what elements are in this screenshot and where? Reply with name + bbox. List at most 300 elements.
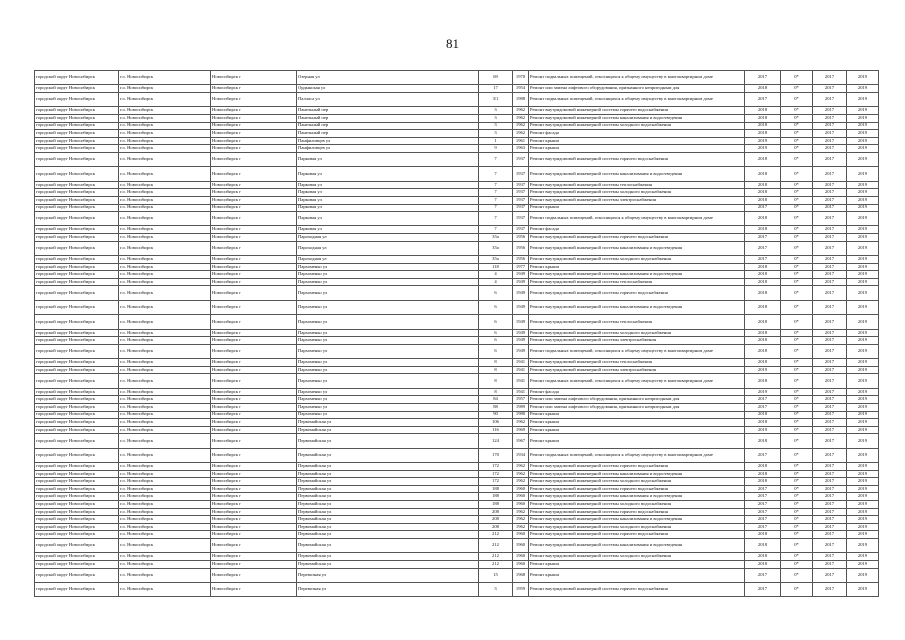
- work-type-cell: Ремонт внутридомовой инженерной системы холодного водоснабжения: [529, 189, 745, 197]
- work-type-cell: Ремонт внутридомовой инженерной системы горячего водоснабжения: [529, 286, 745, 300]
- settlement-cell: г.о. Новосибирск: [119, 583, 211, 597]
- start-year-cell: 2017: [813, 359, 847, 367]
- end-year-cell: 2019: [847, 329, 879, 337]
- street-cell: Пархоменко ул: [297, 329, 479, 337]
- table-row: [35, 107, 879, 115]
- street-cell: Пархоменко ул: [297, 374, 479, 388]
- end-year-cell: 2019: [847, 71, 879, 85]
- start-year-cell: 2017: [813, 181, 847, 189]
- settlement-cell: г.о. Новосибирск: [119, 204, 211, 212]
- district-cell: городской округ Новосибирск: [35, 359, 119, 367]
- work-type-cell: Ремонт внутридомовой инженерной системы горячего водоснабжения: [529, 463, 745, 471]
- table-row: [35, 396, 879, 404]
- street-cell: Пархоменко ул: [297, 359, 479, 367]
- cost-cell: 0*: [781, 256, 813, 264]
- settlement-cell: г.о. Новосибирск: [119, 374, 211, 388]
- cost-cell: 0*: [781, 463, 813, 471]
- house-number-cell: 90: [479, 411, 513, 419]
- planned-year-cell: 2017: [745, 523, 781, 531]
- end-year-cell: 2019: [847, 478, 879, 486]
- city-cell: Новосибирск г: [211, 85, 297, 93]
- build-year-cell: 1960: [513, 501, 529, 509]
- start-year-cell: 2017: [813, 85, 847, 93]
- settlement-cell: г.о. Новосибирск: [119, 329, 211, 337]
- settlement-cell: г.о. Новосибирск: [119, 107, 211, 115]
- street-cell: Пархоменко ул: [297, 263, 479, 271]
- end-year-cell: 2019: [847, 226, 879, 234]
- build-year-cell: 1937: [513, 226, 529, 234]
- start-year-cell: 2017: [813, 478, 847, 486]
- cost-cell: 0*: [781, 85, 813, 93]
- start-year-cell: 2017: [813, 523, 847, 531]
- house-number-cell: 212: [479, 531, 513, 539]
- start-year-cell: 2017: [813, 501, 847, 509]
- cost-cell: 0*: [781, 516, 813, 524]
- end-year-cell: 2019: [847, 374, 879, 388]
- table-row: [35, 344, 879, 358]
- end-year-cell: 2019: [847, 256, 879, 264]
- end-year-cell: 2019: [847, 107, 879, 115]
- district-cell: городской округ Новосибирск: [35, 286, 119, 300]
- street-cell: Первомайская ул: [297, 539, 479, 553]
- settlement-cell: г.о. Новосибирск: [119, 516, 211, 524]
- settlement-cell: г.о. Новосибирск: [119, 403, 211, 411]
- cost-cell: 0*: [781, 434, 813, 448]
- cost-cell: 0*: [781, 315, 813, 329]
- work-type-cell: Ремонт фасада: [529, 130, 745, 138]
- house-number-cell: 35а: [479, 256, 513, 264]
- cost-cell: 0*: [781, 485, 813, 493]
- street-cell: Первомайская ул: [297, 448, 479, 462]
- house-number-cell: 7: [479, 226, 513, 234]
- house-number-cell: 188: [479, 493, 513, 501]
- table-row: [35, 516, 879, 524]
- start-year-cell: 2017: [813, 315, 847, 329]
- cost-cell: 0*: [781, 181, 813, 189]
- build-year-cell: 1949: [513, 286, 529, 300]
- cost-cell: 0*: [781, 583, 813, 597]
- settlement-cell: г.о. Новосибирск: [119, 130, 211, 138]
- settlement-cell: г.о. Новосибирск: [119, 539, 211, 553]
- house-number-cell: 172: [479, 463, 513, 471]
- city-cell: Новосибирск г: [211, 130, 297, 138]
- table-row: [35, 256, 879, 264]
- start-year-cell: 2017: [813, 516, 847, 524]
- house-number-cell: 3: [479, 583, 513, 597]
- start-year-cell: 2017: [813, 411, 847, 419]
- city-cell: Новосибирск г: [211, 463, 297, 471]
- planned-year-cell: 2017: [745, 71, 781, 85]
- end-year-cell: 2019: [847, 568, 879, 582]
- cost-cell: 0*: [781, 553, 813, 561]
- work-type-cell: Ремонт крыши: [529, 137, 745, 145]
- start-year-cell: 2017: [813, 337, 847, 345]
- cost-cell: 0*: [781, 411, 813, 419]
- work-type-cell: Ремонт внутридомовой инженерной системы электроснабжения: [529, 366, 745, 374]
- street-cell: Ордынская ул: [297, 85, 479, 93]
- street-cell: Панфиловцев ул: [297, 145, 479, 153]
- settlement-cell: г.о. Новосибирск: [119, 114, 211, 122]
- build-year-cell: 1949: [513, 344, 529, 358]
- planned-year-cell: 2018: [745, 561, 781, 569]
- planned-year-cell: 2018: [745, 344, 781, 358]
- house-number-cell: 8: [479, 388, 513, 396]
- end-year-cell: 2019: [847, 553, 879, 561]
- work-type-cell: Ремонт внутридомовой инженерной системы горячего водоснабжения: [529, 152, 745, 166]
- cost-cell: 0*: [781, 114, 813, 122]
- work-type-cell: Ремонт подвальных помещений, относящихся к общему имуществу в многоквартирном доме: [529, 448, 745, 462]
- street-cell: Первомайская ул: [297, 419, 479, 427]
- house-number-cell: 6: [479, 286, 513, 300]
- district-cell: городской округ Новосибирск: [35, 196, 119, 204]
- table-row: [35, 234, 879, 242]
- build-year-cell: 1963: [513, 145, 529, 153]
- work-type-cell: Ремонт внутридомовой инженерной системы горячего водоснабжения: [529, 107, 745, 115]
- table-row: [35, 122, 879, 130]
- work-type-cell: Ремонт крыши: [529, 204, 745, 212]
- work-type-cell: Ремонт подвальных помещений, относящихся к общему имуществу в многоквартирном доме: [529, 344, 745, 358]
- cost-cell: 0*: [781, 122, 813, 130]
- city-cell: Новосибирск г: [211, 403, 297, 411]
- district-cell: городской округ Новосибирск: [35, 137, 119, 145]
- city-cell: Новосибирск г: [211, 234, 297, 242]
- planned-year-cell: 2018: [745, 315, 781, 329]
- settlement-cell: г.о. Новосибирск: [119, 256, 211, 264]
- city-cell: Новосибирск г: [211, 241, 297, 255]
- district-cell: городской округ Новосибирск: [35, 344, 119, 358]
- city-cell: Новосибирск г: [211, 263, 297, 271]
- start-year-cell: 2017: [813, 256, 847, 264]
- house-number-cell: 208: [479, 516, 513, 524]
- work-type-cell: Ремонт подвальных помещений, относящихся к общему имуществу в многоквартирном доме: [529, 212, 745, 226]
- cost-cell: 0*: [781, 337, 813, 345]
- house-number-cell: 6: [479, 329, 513, 337]
- work-type-cell: Ремонт внутридомовой инженерной системы холодного водоснабжения: [529, 256, 745, 264]
- planned-year-cell: 2018: [745, 152, 781, 166]
- district-cell: городской округ Новосибирск: [35, 396, 119, 404]
- planned-year-cell: 2018: [745, 337, 781, 345]
- settlement-cell: г.о. Новосибирск: [119, 234, 211, 242]
- work-type-cell: Ремонт или замена лифтового оборудования, признанного непригодным для: [529, 403, 745, 411]
- district-cell: городской округ Новосибирск: [35, 114, 119, 122]
- end-year-cell: 2019: [847, 241, 879, 255]
- build-year-cell: 1934: [513, 448, 529, 462]
- planned-year-cell: 2018: [745, 478, 781, 486]
- settlement-cell: г.о. Новосибирск: [119, 241, 211, 255]
- build-year-cell: 1962: [513, 419, 529, 427]
- street-cell: Пароходная ул: [297, 241, 479, 255]
- table-row: [35, 426, 879, 434]
- work-type-cell: Ремонт внутридомовой инженерной системы электроснабжения: [529, 196, 745, 204]
- planned-year-cell: 2017: [745, 403, 781, 411]
- planned-year-cell: 2017: [745, 508, 781, 516]
- street-cell: Парковая ул: [297, 196, 479, 204]
- cost-cell: 0*: [781, 359, 813, 367]
- planned-year-cell: 2018: [745, 85, 781, 93]
- work-type-cell: Ремонт или замена лифтового оборудования, признанного непригодным для: [529, 85, 745, 93]
- house-number-cell: 9: [479, 145, 513, 153]
- table-row: [35, 568, 879, 582]
- cost-cell: 0*: [781, 539, 813, 553]
- city-cell: Новосибирск г: [211, 286, 297, 300]
- street-cell: Первомайская ул: [297, 485, 479, 493]
- city-cell: Новосибирск г: [211, 212, 297, 226]
- end-year-cell: 2019: [847, 167, 879, 181]
- house-number-cell: 106: [479, 419, 513, 427]
- end-year-cell: 2019: [847, 359, 879, 367]
- work-type-cell: Ремонт крыши: [529, 419, 745, 427]
- build-year-cell: 1962: [513, 130, 529, 138]
- end-year-cell: 2019: [847, 396, 879, 404]
- planned-year-cell: 2017: [745, 493, 781, 501]
- street-cell: Пархоменко ул: [297, 396, 479, 404]
- district-cell: городской округ Новосибирск: [35, 315, 119, 329]
- end-year-cell: 2019: [847, 337, 879, 345]
- end-year-cell: 2019: [847, 137, 879, 145]
- cost-cell: 0*: [781, 241, 813, 255]
- build-year-cell: 1949: [513, 329, 529, 337]
- end-year-cell: 2019: [847, 204, 879, 212]
- build-year-cell: 1937: [513, 212, 529, 226]
- planned-year-cell: 2018: [745, 531, 781, 539]
- street-cell: Пархоменко ул: [297, 300, 479, 314]
- street-cell: Парковая ул: [297, 204, 479, 212]
- house-number-cell: 8: [479, 359, 513, 367]
- settlement-cell: г.о. Новосибирск: [119, 263, 211, 271]
- settlement-cell: г.о. Новосибирск: [119, 152, 211, 166]
- end-year-cell: 2019: [847, 152, 879, 166]
- build-year-cell: 1949: [513, 278, 529, 286]
- street-cell: Первомайская ул: [297, 508, 479, 516]
- work-type-cell: Ремонт крыши: [529, 434, 745, 448]
- table-row: [35, 114, 879, 122]
- settlement-cell: г.о. Новосибирск: [119, 196, 211, 204]
- work-type-cell: Ремонт крыши: [529, 145, 745, 153]
- planned-year-cell: 2018: [745, 278, 781, 286]
- work-type-cell: Ремонт крыши: [529, 411, 745, 419]
- build-year-cell: 1962: [513, 516, 529, 524]
- cost-cell: 0*: [781, 448, 813, 462]
- build-year-cell: 1962: [513, 470, 529, 478]
- build-year-cell: 1941: [513, 388, 529, 396]
- city-cell: Новосибирск г: [211, 553, 297, 561]
- start-year-cell: 2017: [813, 485, 847, 493]
- house-number-cell: 8: [479, 374, 513, 388]
- street-cell: Первомайская ул: [297, 493, 479, 501]
- start-year-cell: 2017: [813, 271, 847, 279]
- start-year-cell: 2017: [813, 300, 847, 314]
- cost-cell: 0*: [781, 426, 813, 434]
- district-cell: городской округ Новосибирск: [35, 553, 119, 561]
- work-type-cell: Ремонт крыши: [529, 263, 745, 271]
- start-year-cell: 2017: [813, 130, 847, 138]
- table-row: [35, 130, 879, 138]
- house-number-cell: 69: [479, 71, 513, 85]
- work-type-cell: Ремонт внутридомовой инженерной системы канализования и водоотведения: [529, 539, 745, 553]
- work-type-cell: Ремонт внутридомовой инженерной системы горячего водоснабжения: [529, 531, 745, 539]
- city-cell: Новосибирск г: [211, 448, 297, 462]
- district-cell: городской округ Новосибирск: [35, 419, 119, 427]
- cost-cell: 0*: [781, 130, 813, 138]
- street-cell: Первомайская ул: [297, 516, 479, 524]
- district-cell: городской округ Новосибирск: [35, 329, 119, 337]
- district-cell: городской округ Новосибирск: [35, 531, 119, 539]
- work-type-cell: Ремонт крыши: [529, 561, 745, 569]
- street-cell: Пароходная ул: [297, 256, 479, 264]
- settlement-cell: г.о. Новосибирск: [119, 167, 211, 181]
- start-year-cell: 2017: [813, 531, 847, 539]
- city-cell: Новосибирск г: [211, 92, 297, 106]
- house-number-cell: 7: [479, 212, 513, 226]
- settlement-cell: г.о. Новосибирск: [119, 501, 211, 509]
- planned-year-cell: 2018: [745, 212, 781, 226]
- start-year-cell: 2017: [813, 470, 847, 478]
- settlement-cell: г.о. Новосибирск: [119, 189, 211, 197]
- planned-year-cell: 2018: [745, 539, 781, 553]
- build-year-cell: 1941: [513, 374, 529, 388]
- city-cell: Новосибирск г: [211, 107, 297, 115]
- street-cell: Перевозная ул: [297, 583, 479, 597]
- street-cell: Озерная ул: [297, 71, 479, 85]
- cost-cell: 0*: [781, 278, 813, 286]
- work-type-cell: Ремонт внутридомовой инженерной системы канализования и водоотведения: [529, 470, 745, 478]
- table-row: [35, 501, 879, 509]
- house-number-cell: 35а: [479, 234, 513, 242]
- city-cell: Новосибирск г: [211, 426, 297, 434]
- table-row: [35, 167, 879, 181]
- planned-year-cell: 2018: [745, 107, 781, 115]
- street-cell: Пархоменко ул: [297, 315, 479, 329]
- house-number-cell: 3: [479, 107, 513, 115]
- table-row: [35, 189, 879, 197]
- district-cell: городской округ Новосибирск: [35, 256, 119, 264]
- settlement-cell: г.о. Новосибирск: [119, 337, 211, 345]
- house-number-cell: 17: [479, 85, 513, 93]
- cost-cell: 0*: [781, 71, 813, 85]
- build-year-cell: 1937: [513, 204, 529, 212]
- district-cell: городской округ Новосибирск: [35, 508, 119, 516]
- city-cell: Новосибирск г: [211, 300, 297, 314]
- table-row: [35, 92, 879, 106]
- settlement-cell: г.о. Новосибирск: [119, 92, 211, 106]
- settlement-cell: г.о. Новосибирск: [119, 300, 211, 314]
- street-cell: Пархоменко ул: [297, 411, 479, 419]
- street-cell: Парковая ул: [297, 181, 479, 189]
- end-year-cell: 2019: [847, 493, 879, 501]
- district-cell: городской округ Новосибирск: [35, 568, 119, 582]
- planned-year-cell: 2018: [745, 167, 781, 181]
- table-row: [35, 212, 879, 226]
- table-row: [35, 508, 879, 516]
- build-year-cell: 1961: [513, 137, 529, 145]
- house-number-cell: 172: [479, 478, 513, 486]
- end-year-cell: 2019: [847, 92, 879, 106]
- table-row: [35, 85, 879, 93]
- street-cell: Пархоменко ул: [297, 337, 479, 345]
- cost-cell: 0*: [781, 189, 813, 197]
- settlement-cell: г.о. Новосибирск: [119, 448, 211, 462]
- district-cell: городской округ Новосибирск: [35, 271, 119, 279]
- build-year-cell: 1962: [513, 463, 529, 471]
- city-cell: Новосибирск г: [211, 516, 297, 524]
- work-type-cell: Ремонт внутридомовой инженерной системы канализования и водоотведения: [529, 300, 745, 314]
- house-number-cell: 1: [479, 137, 513, 145]
- city-cell: Новосибирск г: [211, 344, 297, 358]
- build-year-cell: 1949: [513, 337, 529, 345]
- end-year-cell: 2019: [847, 403, 879, 411]
- district-cell: городской округ Новосибирск: [35, 152, 119, 166]
- build-year-cell: 1962: [513, 523, 529, 531]
- build-year-cell: 1960: [513, 539, 529, 553]
- planned-year-cell: 2018: [745, 470, 781, 478]
- table-row: [35, 411, 879, 419]
- district-cell: городской округ Новосибирск: [35, 212, 119, 226]
- settlement-cell: г.о. Новосибирск: [119, 553, 211, 561]
- build-year-cell: 1960: [513, 493, 529, 501]
- table-row: [35, 470, 879, 478]
- street-cell: Пархоменко ул: [297, 271, 479, 279]
- house-number-cell: 208: [479, 523, 513, 531]
- build-year-cell: 1962: [513, 114, 529, 122]
- settlement-cell: г.о. Новосибирск: [119, 434, 211, 448]
- cost-cell: 0*: [781, 107, 813, 115]
- house-number-cell: 6: [479, 315, 513, 329]
- build-year-cell: 1949: [513, 315, 529, 329]
- city-cell: Новосибирск г: [211, 167, 297, 181]
- start-year-cell: 2017: [813, 493, 847, 501]
- end-year-cell: 2019: [847, 130, 879, 138]
- street-cell: Панфиловцев ул: [297, 137, 479, 145]
- district-cell: городской округ Новосибирск: [35, 523, 119, 531]
- start-year-cell: 2017: [813, 374, 847, 388]
- table-row: [35, 366, 879, 374]
- settlement-cell: г.о. Новосибирск: [119, 485, 211, 493]
- end-year-cell: 2019: [847, 434, 879, 448]
- start-year-cell: 2017: [813, 508, 847, 516]
- city-cell: Новосибирск г: [211, 366, 297, 374]
- city-cell: Новосибирск г: [211, 539, 297, 553]
- house-number-cell: 124: [479, 434, 513, 448]
- end-year-cell: 2019: [847, 485, 879, 493]
- table-row: [35, 493, 879, 501]
- settlement-cell: г.о. Новосибирск: [119, 493, 211, 501]
- district-cell: городской округ Новосибирск: [35, 145, 119, 153]
- district-cell: городской округ Новосибирск: [35, 403, 119, 411]
- table-row: [35, 181, 879, 189]
- start-year-cell: 2017: [813, 204, 847, 212]
- city-cell: Новосибирск г: [211, 396, 297, 404]
- house-number-cell: 172: [479, 470, 513, 478]
- settlement-cell: г.о. Новосибирск: [119, 344, 211, 358]
- house-number-cell: 6: [479, 344, 513, 358]
- house-number-cell: 88: [479, 403, 513, 411]
- table-row: [35, 300, 879, 314]
- settlement-cell: г.о. Новосибирск: [119, 122, 211, 130]
- cost-cell: 0*: [781, 493, 813, 501]
- start-year-cell: 2017: [813, 196, 847, 204]
- city-cell: Новосибирск г: [211, 271, 297, 279]
- build-year-cell: 1956: [513, 234, 529, 242]
- work-type-cell: Ремонт фасада: [529, 226, 745, 234]
- district-cell: городской округ Новосибирск: [35, 485, 119, 493]
- street-cell: Пархоменко ул: [297, 366, 479, 374]
- end-year-cell: 2019: [847, 315, 879, 329]
- house-number-cell: 208: [479, 508, 513, 516]
- end-year-cell: 2019: [847, 539, 879, 553]
- street-cell: Пархоменко ул: [297, 388, 479, 396]
- street-cell: Панельный пер: [297, 114, 479, 122]
- district-cell: городской округ Новосибирск: [35, 583, 119, 597]
